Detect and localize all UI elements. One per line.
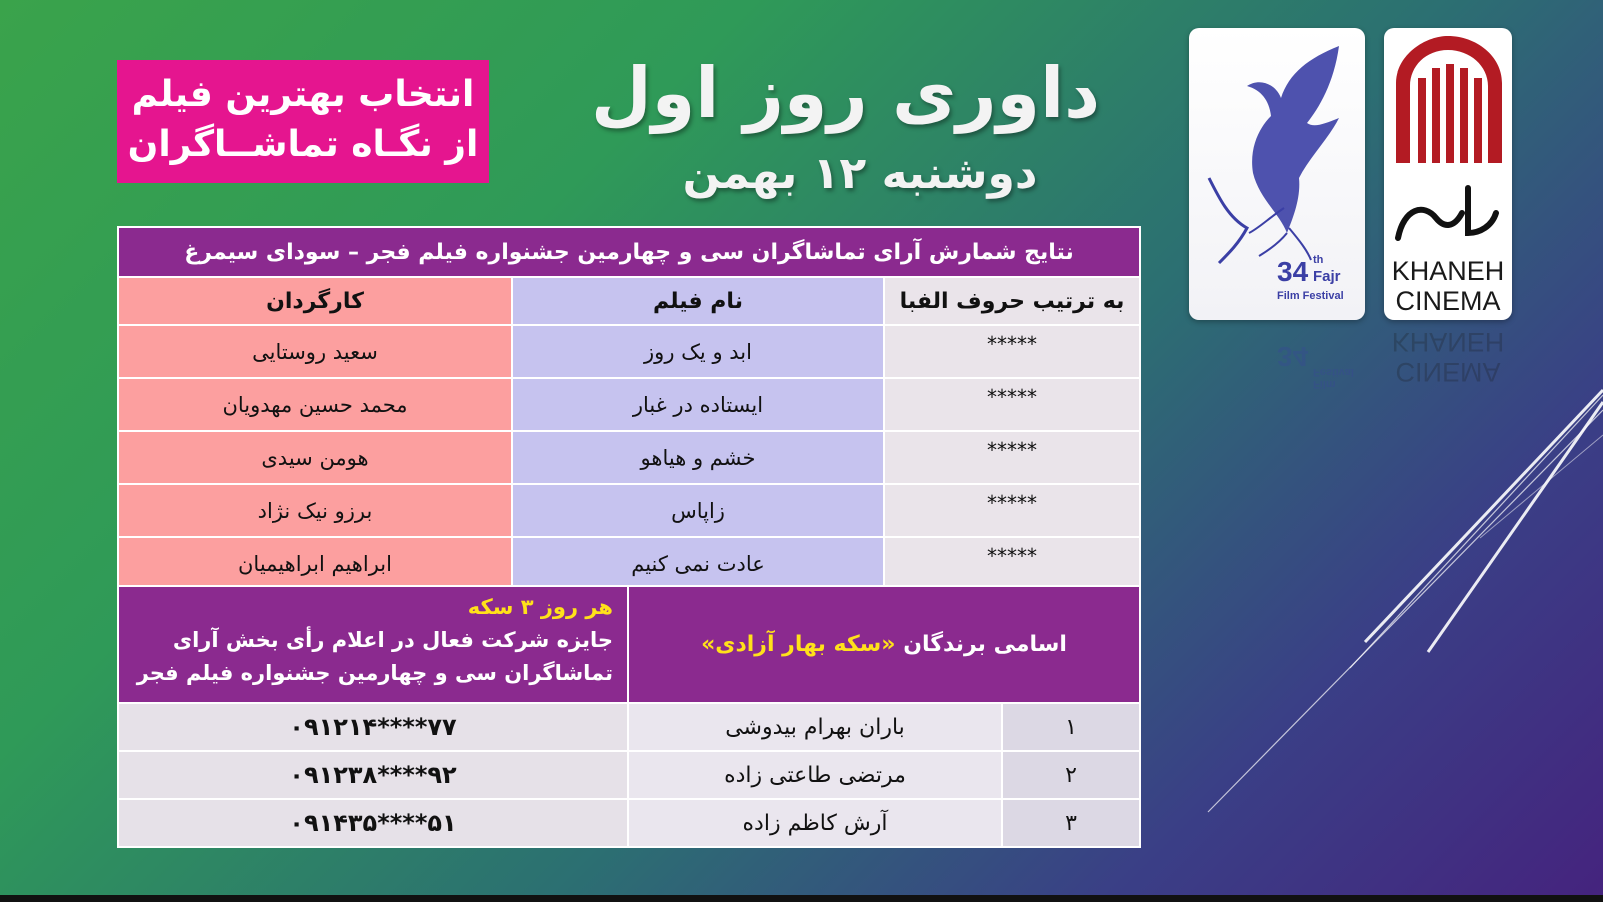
- rank-cell: *****: [884, 537, 1140, 590]
- winner-name: آرش کاظم زاده: [628, 799, 1002, 847]
- winner-name: باران بهرام بیدوشی: [628, 703, 1002, 751]
- fajr-edition-suffix: th: [1313, 254, 1324, 266]
- rank-cell: *****: [884, 325, 1140, 378]
- cinema-word: CINEMA: [1395, 286, 1501, 316]
- prize-daily: هر روز ۳ سکه: [467, 595, 613, 619]
- badge-line-2: از نگـاه تماشــاگران: [127, 124, 479, 165]
- table-row: [118, 703, 1140, 751]
- winners-table: [117, 585, 1141, 848]
- winners-label: اسامی برندگان: [903, 632, 1067, 657]
- fajr-word: Fajr: [1313, 268, 1341, 285]
- badge-line-1: انتخاب بهترین فیلم: [131, 74, 475, 115]
- film-cell: ابد و یک روز: [512, 325, 884, 378]
- director-cell: سعید روستایی: [118, 325, 512, 378]
- page-title: داوری روز اول: [591, 52, 1100, 134]
- khaneh-cinema-logo: [1384, 28, 1512, 320]
- fajr-edition-number: 34: [1277, 256, 1309, 287]
- table-row: [118, 799, 1140, 847]
- khaneh-word: KHANEH: [1391, 256, 1505, 286]
- winner-name: مرتضی طاعتی زاده: [628, 751, 1002, 799]
- winner-phone: ۰۹۱۲۱۴****۷۷: [118, 703, 628, 751]
- winner-number: ۲: [1002, 751, 1140, 799]
- winner-phone: ۰۹۱۲۳۸****۹۲: [118, 751, 628, 799]
- rank-cell: *****: [884, 484, 1140, 537]
- winners-header: [628, 586, 1140, 703]
- prize-line-2: تماشاگران سی و چهارمین جشنواره فیلم فجر: [136, 661, 613, 685]
- film-cell: زاپاس: [512, 484, 884, 537]
- khaneh-logo-reflection: [1384, 322, 1512, 392]
- rank-cell: *****: [884, 378, 1140, 431]
- fajr-logo-reflection: [1189, 322, 1365, 392]
- winner-number: ۳: [1002, 799, 1140, 847]
- reflection-cinema: CINEMA: [1395, 357, 1501, 387]
- winner-phone: ۰۹۱۴۳۵****۵۱: [118, 799, 628, 847]
- reflection-number: 34: [1277, 341, 1309, 372]
- film-cell: ایستاده در غبار: [512, 378, 884, 431]
- rank-cell: *****: [884, 431, 1140, 484]
- director-cell: ابراهیم ابراهیمیان: [118, 537, 512, 590]
- table-row: [118, 378, 1140, 431]
- winner-number: ۱: [1002, 703, 1140, 751]
- prize-line-1: جایزه شرکت فعال در اعلام رأی بخش آرای: [172, 628, 613, 652]
- results-table: [117, 226, 1141, 591]
- table-row: [118, 325, 1140, 378]
- film-cell: خشم و هیاهو: [512, 431, 884, 484]
- reflection-khaneh: KHANEH: [1391, 327, 1505, 357]
- fajr-subtitle: Film Festival: [1277, 290, 1344, 302]
- film-cell: عادت نمی کنیم: [512, 537, 884, 590]
- director-cell: محمد حسین مهدویان: [118, 378, 512, 431]
- director-cell: برزو نیک نژاد: [118, 484, 512, 537]
- audience-choice-badge: [117, 60, 489, 183]
- column-header-order: به ترتیب حروف الفبا: [884, 277, 1140, 325]
- table-row: [118, 484, 1140, 537]
- table-row: [118, 537, 1140, 590]
- prize-description: [118, 586, 628, 703]
- director-cell: هومن سیدی: [118, 431, 512, 484]
- reflection-subtitle: Film Festival: [1313, 366, 1354, 390]
- fajr-festival-logo: [1189, 28, 1365, 320]
- page-subtitle: دوشنبه ۱۲ بهمن: [682, 148, 1038, 199]
- table-row: [118, 751, 1140, 799]
- column-header-film: نام فیلم: [512, 277, 884, 325]
- results-table-header: نتایج شمارش آرای تماشاگران سی و چهارمین جشنواره فیلم فجر – سودای سیمرغ: [118, 227, 1140, 277]
- coin-name: «سکه بهار آزادی»: [701, 632, 896, 657]
- column-header-director: کارگردان: [118, 277, 512, 325]
- slide-bottom-edge: [0, 895, 1603, 902]
- table-row: [118, 431, 1140, 484]
